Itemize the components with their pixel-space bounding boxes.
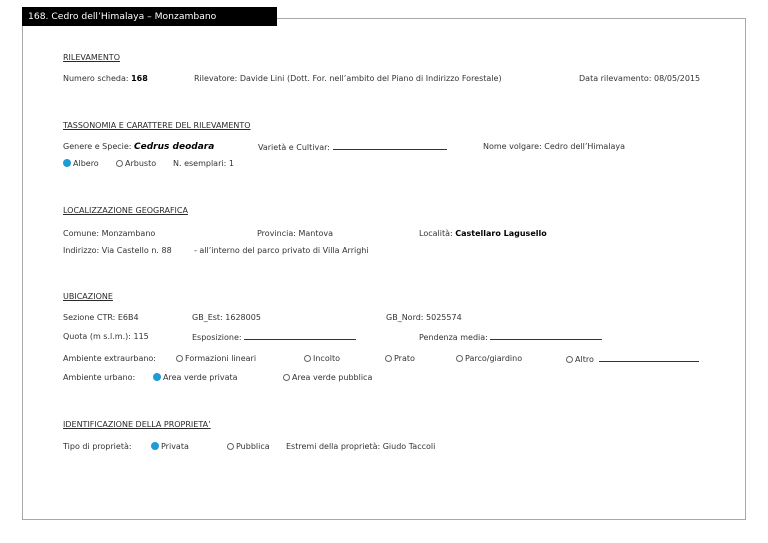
- radio-area-verde-privata[interactable]: [153, 373, 238, 383]
- radio-area-verde-pubblica[interactable]: [283, 373, 372, 383]
- provincia: Provincia: Mantova: [257, 229, 334, 238]
- quota: Quota (m s.l.m.): 115: [63, 332, 149, 341]
- radio-prato-label: Prato: [394, 354, 415, 363]
- rilevatore: Rilevatore: Davide Lini (Dott. For. nell’ambito del Piano di Indirizzo Forestale): [194, 74, 502, 83]
- radio-privata-label: Privata: [161, 442, 189, 451]
- section-heading-tassonomia: TASSONOMIA E CARATTERE DEL RILEVAMENTO: [63, 121, 251, 130]
- radio-empty-icon: [283, 374, 290, 381]
- gb-nord: GB_Nord: 5025574: [386, 313, 462, 322]
- radio-selected-icon: [153, 373, 161, 381]
- pendenza-label: Pendenza media:: [419, 333, 488, 342]
- radio-arbusto[interactable]: [116, 159, 156, 169]
- estremi-proprieta: Estremi della proprietà: Giudo Taccoli: [286, 442, 436, 451]
- page-title: 168. Cedro dell’Himalaya – Monzambano: [22, 7, 277, 26]
- gb-est: GB_Est: 1628005: [192, 313, 261, 322]
- radio-area-verde-privata-label: Area verde privata: [163, 373, 238, 382]
- radio-parco-giardino-label: Parco/giardino: [465, 354, 523, 363]
- esposizione-label: Esposizione:: [192, 333, 242, 342]
- altro-blank: [599, 354, 699, 362]
- radio-empty-icon: [116, 160, 123, 167]
- radio-empty-icon: [176, 355, 183, 362]
- ambiente-extraurbano-label: Ambiente extraurbano:: [63, 354, 157, 363]
- section-heading-ubicazione: UBICAZIONE: [63, 292, 113, 301]
- numero-scheda-label: Numero scheda:: [63, 74, 129, 83]
- radio-arbusto-label: Arbusto: [125, 159, 157, 168]
- esposizione: [192, 332, 356, 343]
- esposizione-blank: [244, 332, 356, 340]
- radio-pubblica[interactable]: [227, 442, 270, 452]
- radio-privata[interactable]: [151, 442, 189, 452]
- radio-empty-icon: [227, 443, 234, 450]
- ambiente-urbano-label: Ambiente urbano:: [63, 373, 136, 382]
- radio-empty-icon: [304, 355, 311, 362]
- section-heading-rilevamento: RILEVAMENTO: [63, 53, 120, 62]
- radio-altro-label: Altro: [575, 355, 594, 364]
- radio-parco-giardino[interactable]: [456, 354, 522, 364]
- section-heading-proprieta: IDENTIFICAZIONE DELLA PROPRIETA’: [63, 420, 211, 429]
- numero-scheda: [63, 74, 148, 84]
- radio-albero-label: Albero: [73, 159, 99, 168]
- localita-value: Castellaro Lagusello: [455, 229, 547, 238]
- localita: [419, 229, 547, 239]
- indirizzo: Indirizzo: Via Castello n. 88: [63, 246, 172, 255]
- radio-empty-icon: [566, 356, 573, 363]
- varieta-cultivar: [258, 142, 447, 153]
- radio-selected-icon: [151, 442, 159, 450]
- radio-formazioni-lineari-label: Formazioni lineari: [185, 354, 257, 363]
- genere-label: Genere e Specie:: [63, 142, 132, 151]
- radio-altro[interactable]: [566, 354, 699, 365]
- varieta-label: Varietà e Cultivar:: [258, 143, 330, 152]
- radio-empty-icon: [385, 355, 392, 362]
- section-heading-localizzazione: LOCALIZZAZIONE GEOGRAFICA: [63, 206, 188, 215]
- sezione-ctr: Sezione CTR: E6B4: [63, 313, 139, 322]
- localita-label: Località:: [419, 229, 453, 238]
- radio-area-verde-pubblica-label: Area verde pubblica: [292, 373, 373, 382]
- numero-scheda-value: 168: [131, 74, 148, 83]
- numero-esemplari: N. esemplari: 1: [173, 159, 234, 168]
- data-rilevamento: Data rilevamento: 08/05/2015: [579, 74, 701, 83]
- radio-incolto-label: Incolto: [313, 354, 340, 363]
- genere-specie: [63, 142, 214, 152]
- nome-volgare: Nome volgare: Cedro dell’Himalaya: [483, 142, 626, 151]
- radio-prato[interactable]: [385, 354, 415, 364]
- pendenza-blank: [490, 332, 602, 340]
- genere-value: Cedrus deodara: [134, 142, 215, 152]
- radio-albero[interactable]: [63, 159, 99, 169]
- tipo-proprieta-label: Tipo di proprietà:: [63, 442, 132, 451]
- indirizzo-note: - all’interno del parco privato di Villa Arrighi: [194, 246, 369, 255]
- pendenza: [419, 332, 602, 343]
- radio-incolto[interactable]: [304, 354, 340, 364]
- radio-formazioni-lineari[interactable]: [176, 354, 256, 364]
- comune: Comune: Monzambano: [63, 229, 156, 238]
- radio-selected-icon: [63, 159, 71, 167]
- radio-pubblica-label: Pubblica: [236, 442, 270, 451]
- varieta-blank: [333, 142, 447, 150]
- radio-empty-icon: [456, 355, 463, 362]
